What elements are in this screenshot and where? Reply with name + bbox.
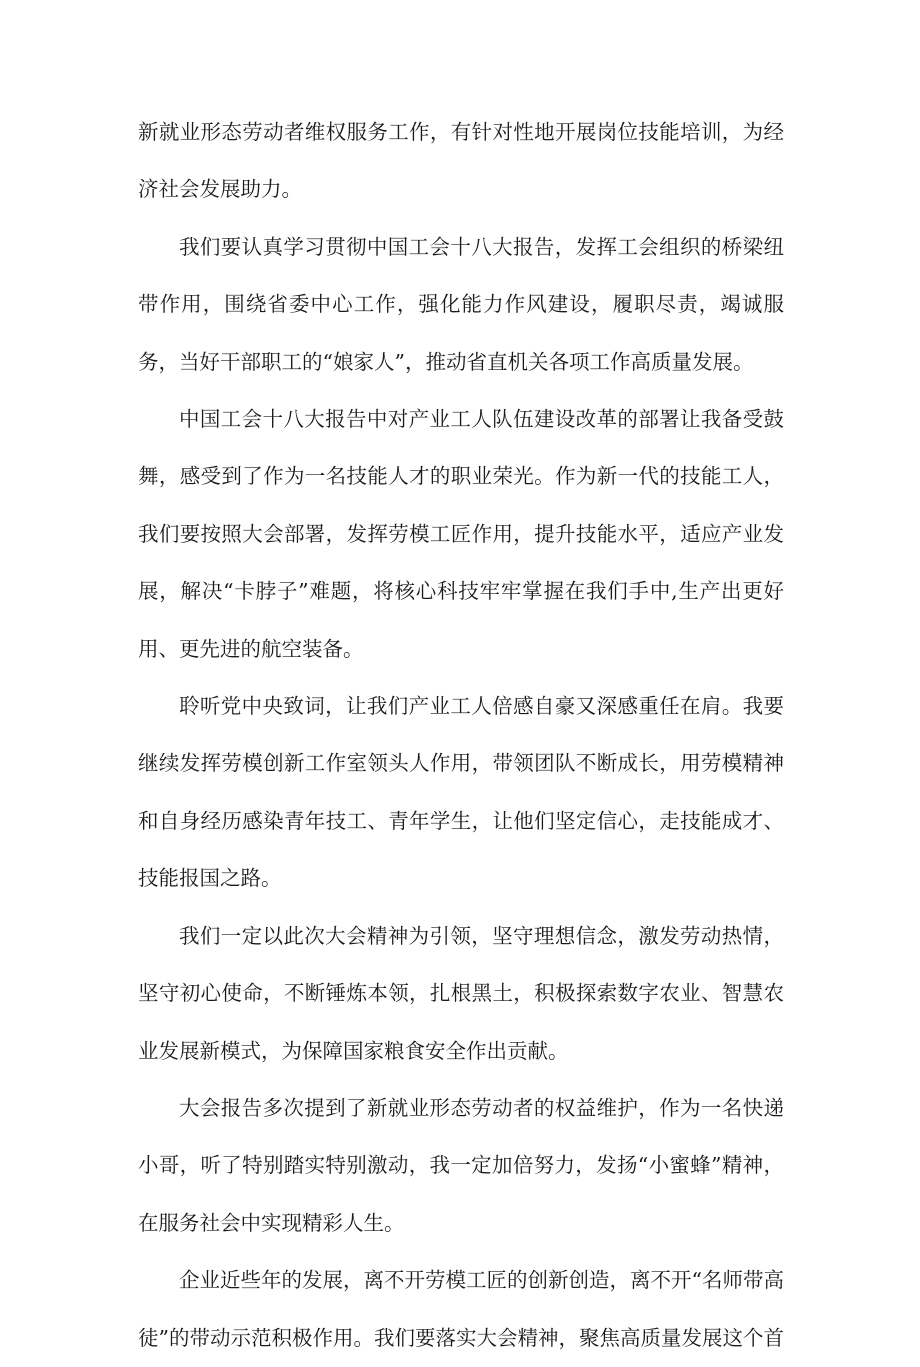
paragraph-truncated: 企业近些年的发展，离不开劳模工匠的创新创造，离不开“名师带高徒”的带动示范积极作用。我们要落实大会精神，聚焦高质量发展这个首 — [138, 1268, 784, 1350]
document-body — [138, 104, 784, 1367]
paragraph: 我们要认真学习贯彻中国工会十八大报告，发挥工会组织的桥梁纽带作用，围绕省委中心工作，强化能力作风建设，履职尽责，竭诚服务，当好干部职工的“娘家人”，推动省直机关各项工作高质量发展。 — [138, 234, 784, 374]
paragraph: 中国工会十八大报告中对产业工人队伍建设改革的部署让我备受鼓舞，感受到了作为一名技能人才的职业荣光。作为新一代的技能工人，我们要按照大会部署，发挥劳模工匠作用，提升技能水平，适应产业发展，解决“卡脖子”难题，将核心科技牢牢掌握在我们手中,生产出更好用、更先进的航空装备。 — [138, 407, 784, 661]
paragraph: 我们一定以此次大会精神为引领，坚守理想信念，激发劳动热情，坚守初心使命，不断锤炼本领，扎根黑土，积极探索数字农业、智慧农业发展新模式，为保障国家粮食安全作出贡献。 — [138, 923, 784, 1063]
paragraph: 聆听党中央致词，让我们产业工人倍感自豪又深感重任在肩。我要继续发挥劳模创新工作室领头人作用，带领团队不断成长，用劳模精神和自身经历感染青年技工、青年学生，让他们坚定信心，走技能成才、技能报国之路。 — [138, 694, 784, 891]
paragraph: 大会报告多次提到了新就业形态劳动者的权益维护，作为一名快递小哥，听了特别踏实特别激动，我一定加倍努力，发扬“小蜜蜂”精神，在服务社会中实现精彩人生。 — [138, 1095, 784, 1235]
paragraph-continuation: 新就业形态劳动者维权服务工作，有针对性地开展岗位技能培训，为经济社会发展助力。 — [138, 120, 784, 202]
